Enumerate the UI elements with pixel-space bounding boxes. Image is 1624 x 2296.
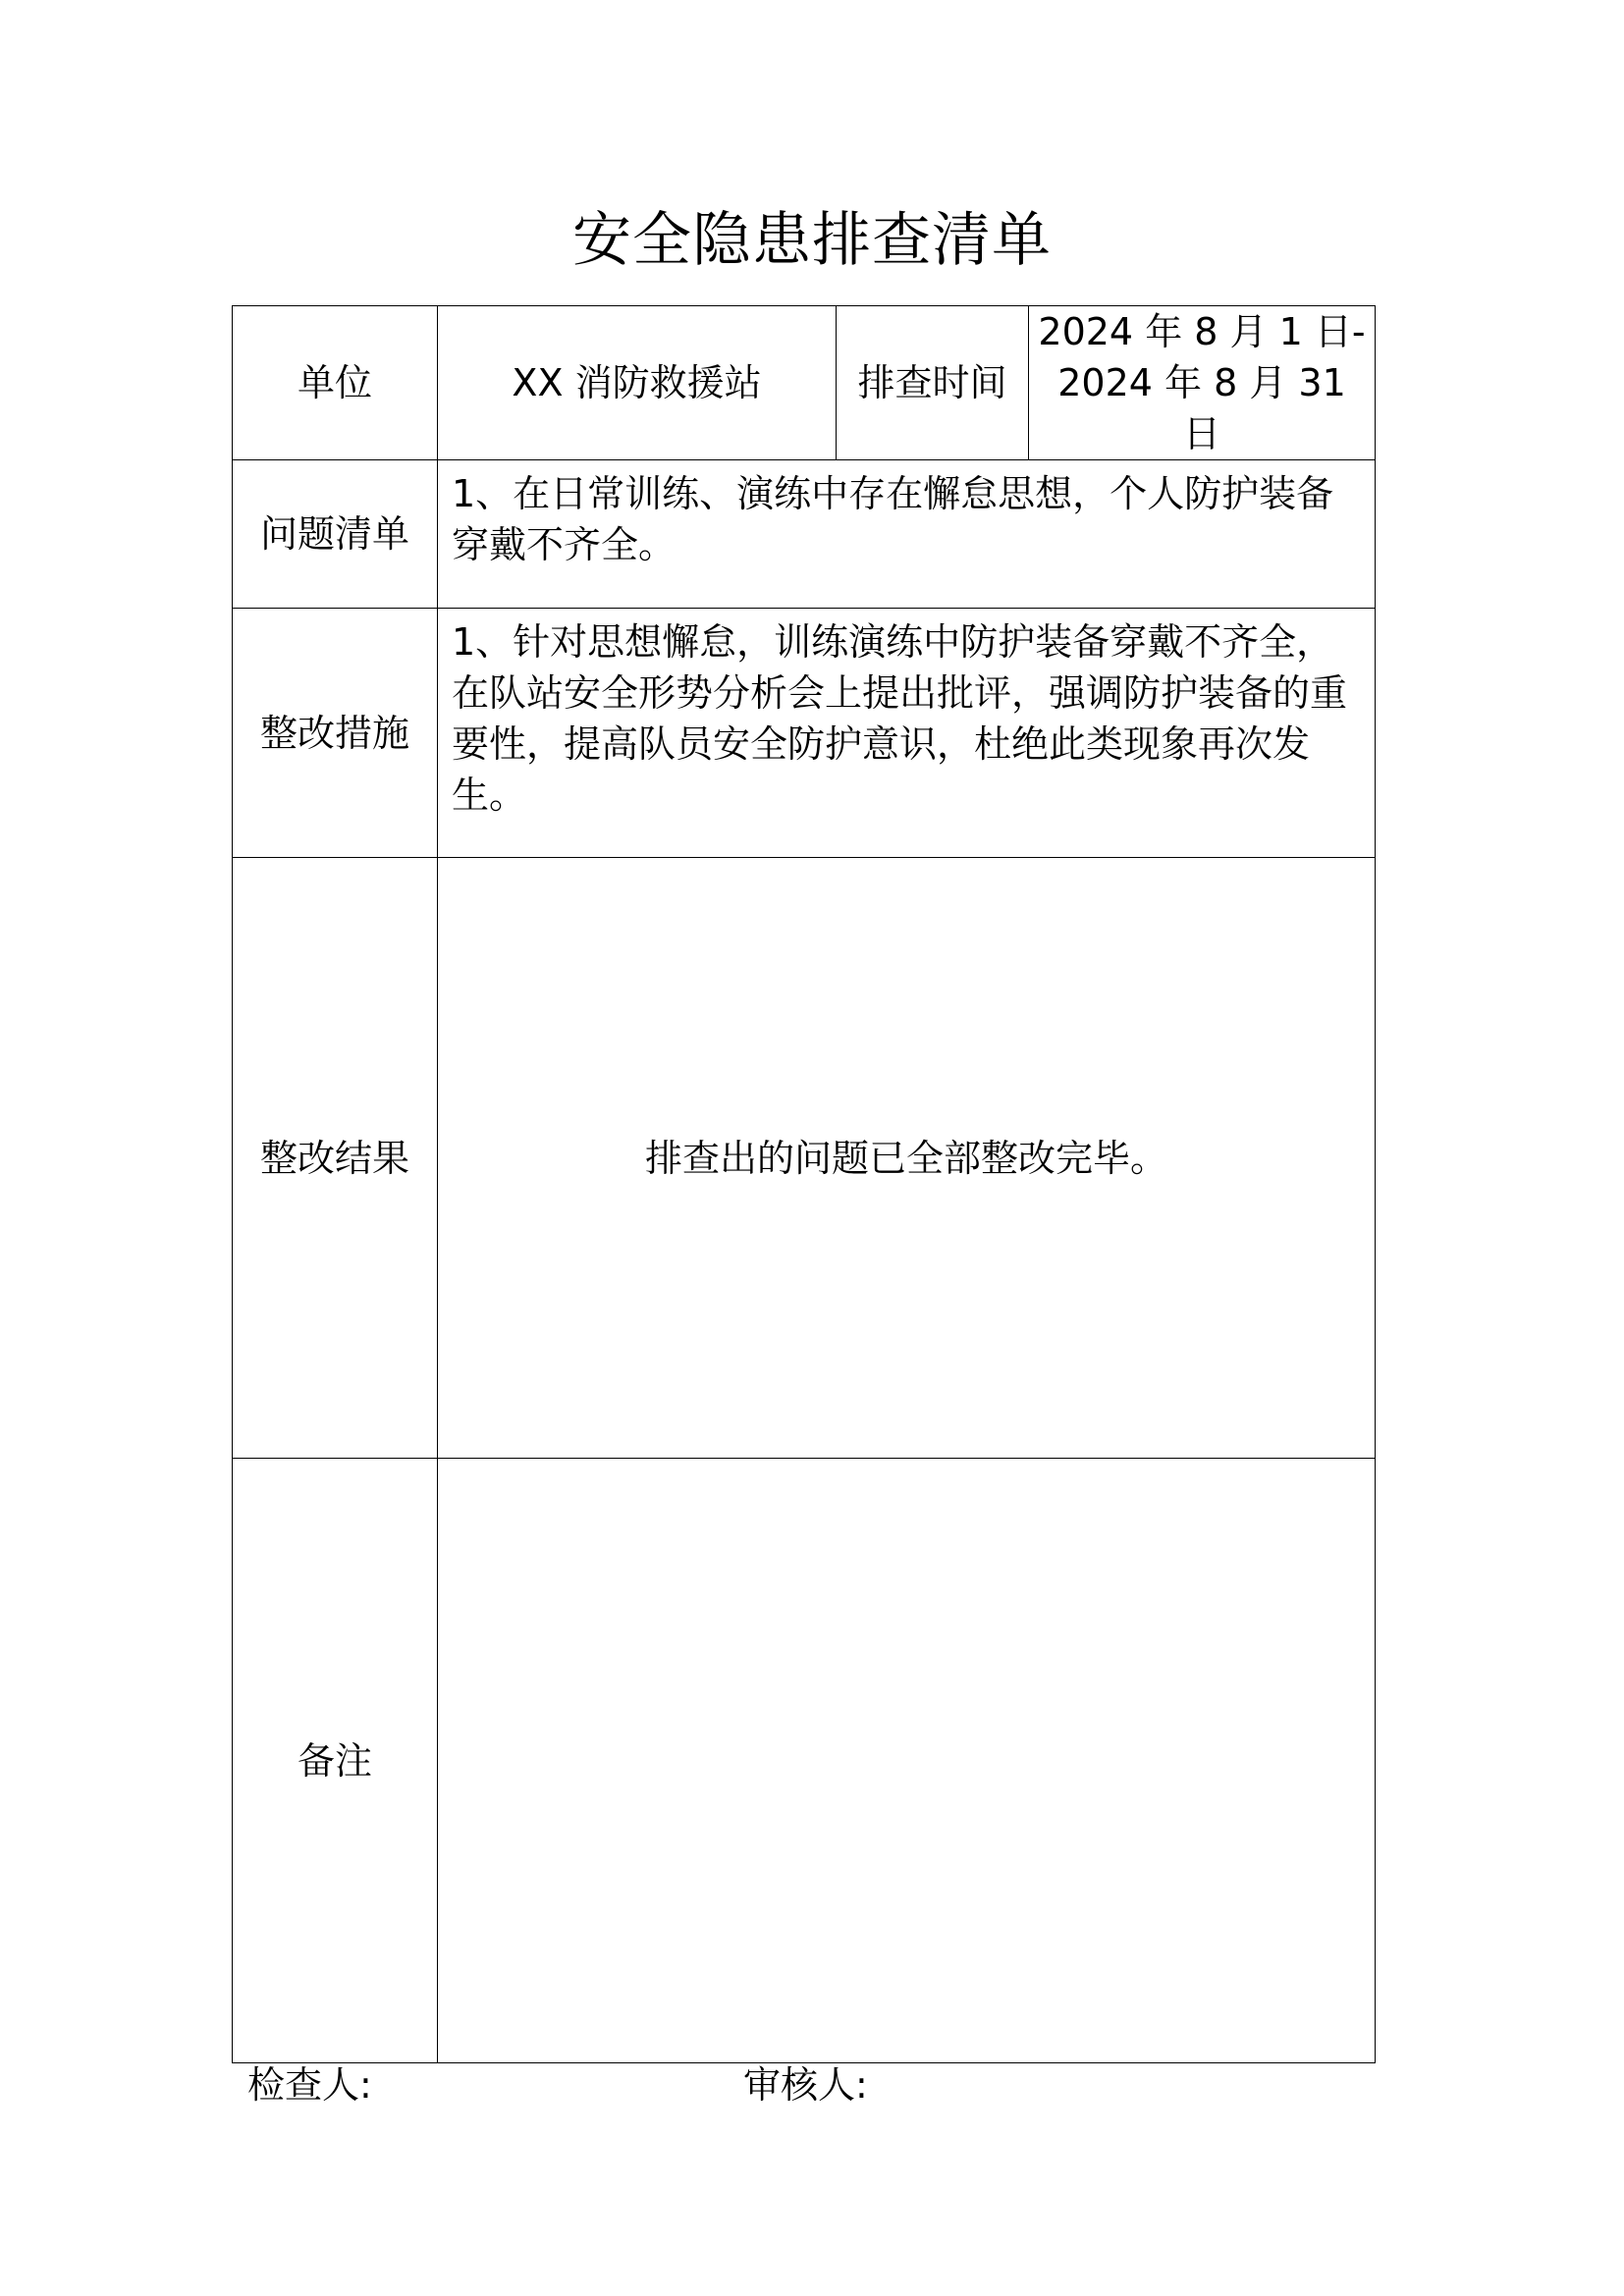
result-label: 整改结果 [233,858,438,1459]
document-title: 安全隐患排查清单 [572,206,1052,275]
remarks-label: 备注 [233,1459,438,2063]
inspection-time-label: 排查时间 [837,306,1029,460]
reviewer-label: 审核人: [743,2063,868,2107]
inspection-table [232,305,1376,2063]
inspection-time-line-3: 日 [1182,412,1220,455]
result-row [233,858,1376,1459]
result-content: 排查出的问题已全部整改完毕。 [438,858,1376,1459]
measures-content: 1、针对思想懈怠，训练演练中防护装备穿戴不齐全，在队站安全形势分析会上提出批评，强调防护装备的重要性，提高队员安全防护意识，杜绝此类现象再次发生。 [438,609,1376,858]
measures-label: 整改措施 [233,609,438,858]
unit-value: XX 消防救援站 [438,306,837,460]
unit-label: 单位 [233,306,438,460]
inspection-time-line-2: 2024 年 8 月 31 [1057,361,1346,404]
issues-content: 1、在日常训练、演练中存在懈怠思想，个人防护装备穿戴不齐全。 [438,460,1376,609]
header-row [233,306,1376,460]
measures-row [233,609,1376,858]
issues-row [233,460,1376,609]
remarks-row [233,1459,1376,2063]
issues-label: 问题清单 [233,460,438,609]
inspector-label: 检查人: [247,2063,372,2107]
inspection-time-value [1029,306,1376,460]
remarks-content[interactable] [438,1459,1376,2063]
inspection-time-line-1: 2024 年 8 月 1 日- [1038,310,1366,353]
